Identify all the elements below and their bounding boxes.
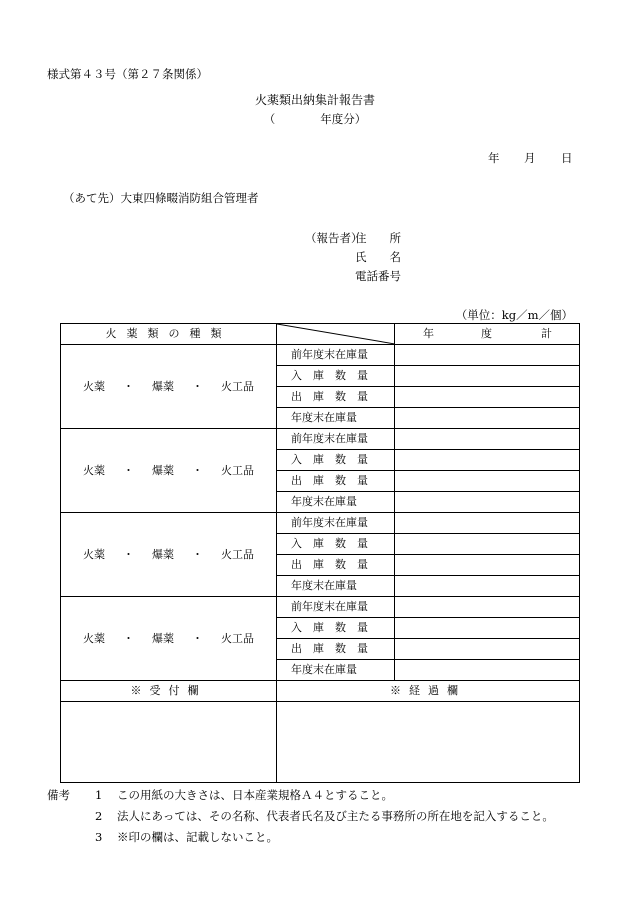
remark-number: 1 — [95, 788, 103, 802]
value-cell[interactable] — [395, 450, 580, 471]
fiscal-year-open: （ — [263, 112, 276, 126]
diagonal-line — [277, 324, 395, 344]
quantity-label: 入 庫 数 量 — [277, 366, 395, 387]
value-cell[interactable] — [395, 555, 580, 576]
document-title: 火薬類出納集計報告書 — [254, 93, 375, 107]
quantity-label: 入 庫 数 量 — [277, 618, 395, 639]
value-cell[interactable] — [395, 639, 580, 660]
fiscal-year-line — [0, 111, 630, 127]
diagonal-header-cell — [277, 324, 395, 345]
addressee: （あて先）大東四條畷消防組合管理者 — [63, 191, 259, 205]
date-year: 年 — [488, 151, 500, 165]
quantity-label: 前年度末在庫量 — [277, 597, 395, 618]
category-cell: 火薬 ・ 爆薬 ・ 火工品 — [61, 597, 277, 681]
value-cell[interactable] — [395, 429, 580, 450]
value-cell[interactable] — [395, 366, 580, 387]
inventory-table — [60, 323, 580, 783]
remark-text: ※印の欄は、記載しないこと。 — [117, 830, 278, 844]
remarks-label: 備考 — [47, 788, 70, 802]
value-cell[interactable] — [395, 618, 580, 639]
value-cell[interactable] — [395, 534, 580, 555]
quantity-label: 入 庫 数 量 — [277, 450, 395, 471]
fiscal-total-header-3: 計 — [541, 327, 552, 340]
value-cell[interactable] — [395, 597, 580, 618]
quantity-label: 出 庫 数 量 — [277, 555, 395, 576]
progress-header: ※経過欄 — [277, 681, 580, 702]
fiscal-total-header-1: 年 — [423, 327, 434, 340]
reception-header: ※受付欄 — [61, 681, 277, 702]
quantity-label: 出 庫 数 量 — [277, 639, 395, 660]
quantity-label: 出 庫 数 量 — [277, 471, 395, 492]
reporter-name-label: 氏 名 — [355, 250, 401, 264]
form-number: 様式第４３号（第２７条関係） — [47, 67, 208, 81]
unit-note: （単位：kg／m／個） — [455, 308, 573, 322]
fiscal-year-label: 年度分） — [320, 112, 367, 126]
fiscal-total-header — [395, 324, 580, 345]
remark-number: 3 — [95, 830, 103, 844]
quantity-label: 年度末在庫量 — [277, 408, 395, 429]
value-cell[interactable] — [395, 345, 580, 366]
remark-text: 法人にあっては、その名称、代表者氏名及び主たる事務所の所在地を記入すること。 — [117, 809, 554, 823]
quantity-label: 年度末在庫量 — [277, 576, 395, 597]
date-month: 月 — [524, 151, 536, 165]
quantity-label: 入 庫 数 量 — [277, 534, 395, 555]
category-cell: 火薬 ・ 爆薬 ・ 火工品 — [61, 429, 277, 513]
value-cell[interactable] — [395, 492, 580, 513]
category-cell: 火薬 ・ 爆薬 ・ 火工品 — [61, 345, 277, 429]
remarks — [47, 785, 554, 848]
quantity-label: 出 庫 数 量 — [277, 387, 395, 408]
value-cell[interactable] — [395, 513, 580, 534]
remark-number: 2 — [95, 809, 103, 823]
reporter-address-label: 住 所 — [355, 231, 401, 245]
value-cell[interactable] — [395, 660, 580, 681]
quantity-label: 前年度末在庫量 — [277, 345, 395, 366]
reporter-prefix: （報告者） — [305, 231, 363, 245]
quantity-label: 前年度末在庫量 — [277, 513, 395, 534]
quantity-label: 年度末在庫量 — [277, 492, 395, 513]
reporter-phone-label: 電話番号 — [355, 269, 401, 283]
date-day: 日 — [561, 151, 573, 165]
value-cell[interactable] — [395, 576, 580, 597]
quantity-label: 年度末在庫量 — [277, 660, 395, 681]
remark-text: この用紙の大きさは、日本産業規格Ａ４とすること。 — [117, 788, 393, 802]
category-cell: 火薬 ・ 爆薬 ・ 火工品 — [61, 513, 277, 597]
value-cell[interactable] — [395, 408, 580, 429]
value-cell[interactable] — [395, 387, 580, 408]
progress-area[interactable] — [277, 702, 580, 783]
fiscal-total-header-2: 度 — [481, 327, 492, 340]
value-cell[interactable] — [395, 471, 580, 492]
reception-area[interactable] — [61, 702, 277, 783]
reporter-block — [305, 229, 401, 286]
quantity-label: 前年度末在庫量 — [277, 429, 395, 450]
type-header: 火薬類の種類 — [61, 324, 277, 345]
